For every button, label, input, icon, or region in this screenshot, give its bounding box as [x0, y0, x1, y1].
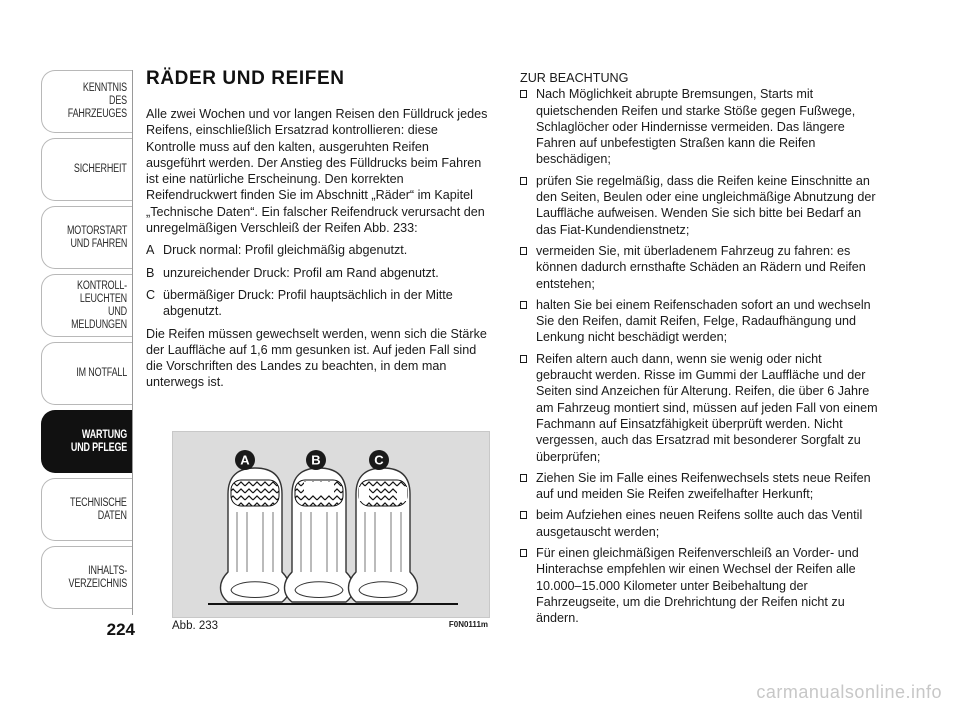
tab-kontrollleuchten[interactable] [41, 274, 133, 337]
checkbox-bullet-icon [520, 177, 527, 185]
tire-wear-figure [172, 431, 490, 618]
checkbox-bullet-icon [520, 301, 527, 309]
page-title: RÄDER UND REIFEN [146, 68, 345, 89]
note-item [520, 86, 880, 167]
list-label: A [146, 243, 155, 258]
checkbox-bullet-icon [520, 549, 527, 557]
right-column [520, 70, 880, 632]
list-text: unzureichender Druck: Profil am Rand abgenutzt. [163, 265, 439, 280]
note-text: Ziehen Sie im Falle eines Reifenwechsels stets neue Reifen auf und meiden Sie Reifen zweifelhafter Herkunft; [536, 470, 871, 502]
note-item [520, 173, 880, 238]
sidebar-divider [132, 70, 133, 615]
tab-technische-daten[interactable] [41, 478, 133, 541]
note-text: halten Sie bei einem Reifenschaden sofort an und wechseln Sie den Reifen, damit Reifen, Felge, Radaufhängung und Lenkung nicht beschädigt werden; [536, 297, 871, 345]
note-text: Für einen gleichmäßigen Reifenverschleiß an Vorder- und Hinterachse empfehlen wir einen Wechsel der Reifen alle 10.000–15.000 Kilometer unter Beibehaltung der Fahrzeugseite, um die Drehrichtung der Reifen nicht zu ändern. [536, 546, 859, 626]
list-item [146, 287, 490, 320]
tab-label: KONTROLL- LEUCHTEN UND MELDUNGEN [71, 279, 127, 331]
figure-code: F0N0111m [448, 620, 488, 629]
tab-label: IM NOTFALL [76, 367, 127, 379]
checkbox-bullet-icon [520, 355, 527, 363]
checkbox-bullet-icon [520, 90, 527, 98]
tab-sicherheit[interactable] [41, 138, 133, 201]
list-item [146, 265, 490, 281]
tab-inhaltsverzeichnis[interactable] [41, 546, 133, 609]
badge-c-label: C [374, 452, 384, 468]
tab-wartung-active[interactable] [41, 410, 133, 473]
tab-label: MOTORSTART UND FAHREN [66, 224, 127, 250]
note-item [520, 507, 880, 540]
checkbox-bullet-icon [520, 247, 527, 255]
badge-b-label: B [311, 452, 321, 468]
tab-label: KENNTNIS DES FAHRZEUGES [67, 82, 127, 120]
notes-heading: ZUR BEACHTUNG [520, 71, 629, 85]
note-text: Reifen altern auch dann, wenn sie wenig oder nicht gebraucht werden. Risse im Gummi der Lauffläche und der Seiten sind Anzeichen für Alterung. Reifen, die über 6 Jahre am Fahrzeug montiert sind, müssen auf jeden Fall von einem Fachmann auf Einsatzfähigkeit überprüft werden. Nicht vergessen, auch das Ersatzrad mit besonderer Sorgfalt zu überprüfen; [536, 351, 878, 464]
note-text: beim Aufziehen eines neuen Reifens sollte auch das Ventil ausgetauscht werden; [536, 508, 863, 539]
tab-label: TECHNISCHE DATEN [70, 496, 127, 522]
tab-motorstart[interactable] [41, 206, 133, 269]
note-item [520, 297, 880, 346]
list-label: B [146, 265, 155, 280]
tab-kenntnis[interactable] [41, 70, 133, 133]
note-item [520, 351, 880, 465]
note-text: prüfen Sie regelmäßig, dass die Reifen keine Einschnitte an den Seiten, Beulen oder eine ungleichmäßige Abnutzung der Lauffläche aufweisen. Wenden Sie sich bitte bei Bedarf an das Fiat-Kundendienstnetz; [536, 173, 876, 237]
left-column [146, 106, 490, 391]
note-item [520, 470, 880, 503]
note-text: vermeiden Sie, mit überladenem Fahrzeug zu fahren: es können dadurch ernsthafte Schäden an Rädern und Reifen entstehen; [536, 243, 866, 291]
tire-b [285, 450, 354, 602]
list-text: übermäßiger Druck: Profil hauptsächlich in der Mitte abgenutzt. [163, 287, 453, 319]
tire-c [349, 450, 418, 602]
outro-paragraph: Die Reifen müssen gewechselt werden, wenn sich die Stärke der Lauffläche auf 1,6 mm gesunken ist. Auf jeden Fall sind die Vorschriften des Landes zu beachten, in dem man unterwegs ist. [146, 326, 487, 390]
tab-label: INHALTS- VERZEICHNIS [68, 564, 127, 590]
list-item [146, 242, 490, 258]
tab-label: SICHERHEIT [74, 163, 127, 175]
note-text: Nach Möglichkeit abrupte Bremsungen, Starts mit quietschenden Reifen und starke Stöße gegen Fußwege, Schlaglöcher oder Hindernisse vermeiden. Das längere Fahren auf unbefestigten Straßen kann die Reifen beschädigen; [536, 87, 856, 167]
tire-wear-illustration [173, 432, 491, 619]
checkbox-bullet-icon [520, 474, 527, 482]
checkbox-bullet-icon [520, 511, 527, 519]
tab-im-notfall[interactable] [41, 342, 133, 405]
note-item [520, 243, 880, 292]
tab-label: WARTUNG UND PFLEGE [70, 428, 127, 454]
note-item [520, 545, 880, 626]
tire-a [221, 450, 290, 602]
badge-a-label: A [240, 452, 250, 468]
page-number: 224 [106, 620, 135, 639]
list-text: Druck normal: Profil gleichmäßig abgenutzt. [163, 243, 408, 258]
figure-caption: Abb. 233 [172, 620, 219, 632]
intro-paragraph: Alle zwei Wochen und vor langen Reisen den Fülldruck jedes Reifens, einschließlich Ersatzrad kontrollieren: diese Kontrolle muss auf den kalten, ausgeruhten Reifen ausgeführt werden. Der Anstieg des Fülldrucks beim Fahren ist eine natürliche Erscheinung. Den korrekten Reifendruckwert finden Sie im Abschnitt „Räder“ im Kapitel „Technische Daten“. Ein falscher Reifendruck verursacht den unregelmäßigen Verschleiß der Reifen Abb. 233: [146, 107, 488, 236]
list-label: C [146, 287, 156, 302]
watermark: carmanualsonline.info [756, 682, 942, 702]
